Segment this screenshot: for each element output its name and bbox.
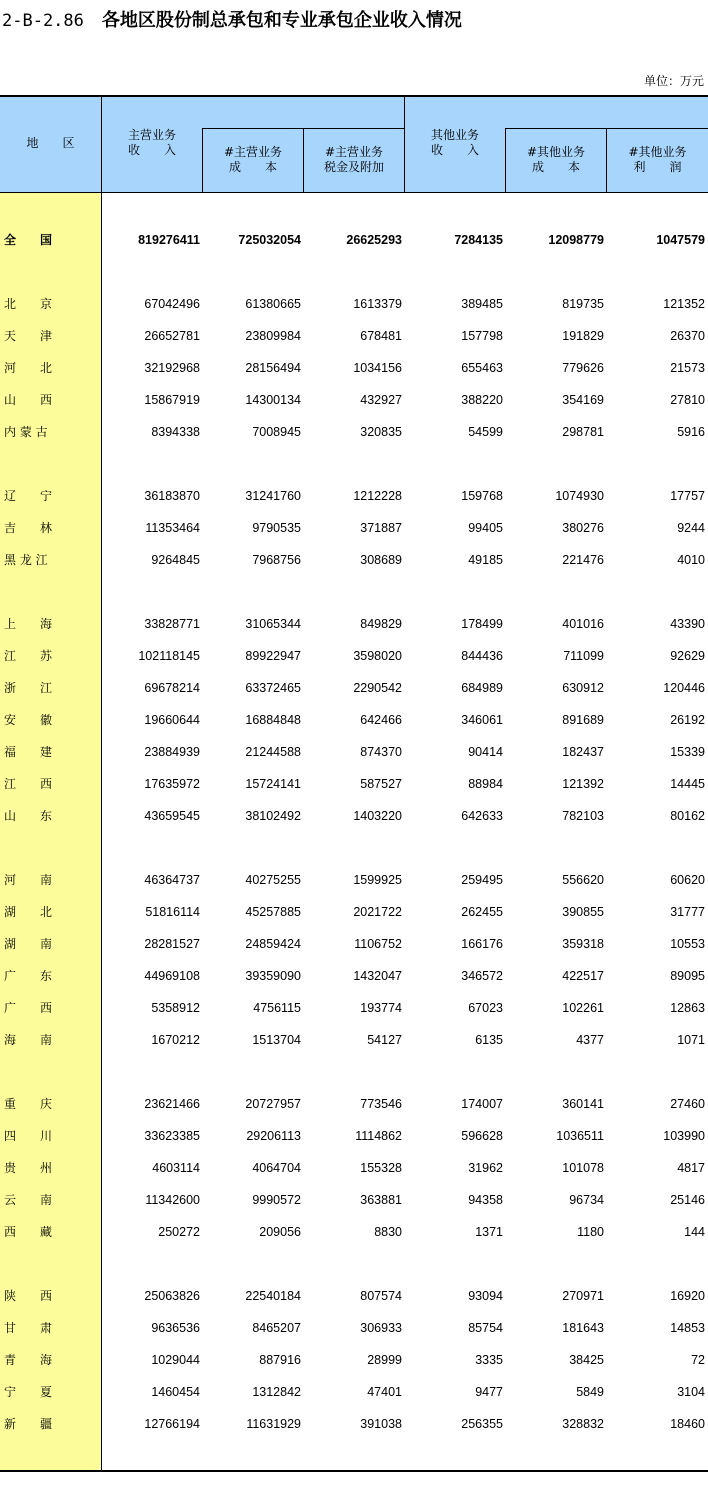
cell-value: 25063826 (144, 1289, 200, 1303)
cell-value: 1074930 (555, 489, 604, 503)
cell-value: 15339 (670, 745, 705, 759)
cell-value: 807574 (360, 1289, 402, 1303)
table-title (2, 6, 462, 32)
cell-value: 174007 (461, 1097, 503, 1111)
cell-value: 11342600 (145, 1193, 200, 1207)
table-row (0, 678, 708, 698)
cell-value: 93094 (468, 1289, 503, 1303)
cell-value: 26370 (670, 329, 705, 343)
cell-value: 96734 (569, 1193, 604, 1207)
cell-value: 89922947 (245, 649, 301, 663)
header-rule (0, 192, 708, 193)
cell-value: 17635972 (144, 777, 200, 791)
cell-value: 61380665 (245, 297, 301, 311)
cell-value: 15867919 (144, 393, 200, 407)
cell-value: 8465207 (252, 1321, 301, 1335)
table-row (0, 1318, 708, 1338)
cell-value: 1599925 (353, 873, 402, 887)
cell-value: 328832 (562, 1417, 604, 1431)
cell-value: 23621466 (144, 1097, 200, 1111)
cell-value: 16884848 (245, 713, 301, 727)
region-name: 重 庆 (4, 1097, 53, 1111)
header-region: 地 区 (26, 136, 75, 150)
cell-value: 45257885 (245, 905, 301, 919)
cell-value: 874370 (360, 745, 402, 759)
cell-value: 259495 (461, 873, 503, 887)
cell-value: 596628 (461, 1129, 503, 1143)
cell-value: 1460454 (151, 1385, 200, 1399)
table-row (0, 1414, 708, 1434)
header-other-profit: #其他业务 利 润 (628, 145, 687, 174)
cell-value: 67023 (468, 1001, 503, 1015)
cell-value: 3104 (677, 1385, 705, 1399)
cell-value: 1432047 (353, 969, 402, 983)
cell-value: 21573 (670, 361, 705, 375)
cell-value: 7008945 (252, 425, 301, 439)
cell-value: 363881 (360, 1193, 402, 1207)
cell-value: 8394338 (151, 425, 200, 439)
cell-value: 4603114 (152, 1161, 200, 1175)
table-row (0, 710, 708, 730)
cell-value: 380276 (562, 521, 604, 535)
cell-value: 360141 (562, 1097, 604, 1111)
cell-value: 844436 (461, 649, 503, 663)
cell-value: 85754 (468, 1321, 503, 1335)
cell-value: 256355 (461, 1417, 503, 1431)
region-name: 全 国 (4, 233, 53, 247)
cell-value: 711099 (563, 649, 604, 663)
table-row (0, 742, 708, 762)
cell-value: 27810 (670, 393, 705, 407)
cell-value: 849829 (360, 617, 402, 631)
region-name: 广 东 (4, 969, 53, 983)
region-name: 四 川 (4, 1129, 53, 1143)
region-name: 内 蒙 古 (4, 425, 48, 439)
cell-value: 14445 (670, 777, 705, 791)
cell-value: 1212228 (353, 489, 402, 503)
region-name: 山 西 (4, 393, 53, 407)
cell-value: 1029044 (151, 1353, 200, 1367)
cell-value: 157798 (461, 329, 503, 343)
region-name: 黑 龙 江 (4, 553, 48, 567)
cell-value: 99405 (468, 521, 503, 535)
cell-value: 5849 (576, 1385, 604, 1399)
table-name: 各地区股份制总承包和专业承包企业收入情况 (101, 10, 462, 31)
cell-value: 72 (691, 1353, 705, 1367)
cell-value: 391038 (360, 1417, 402, 1431)
cell-value: 642633 (461, 809, 503, 823)
table-row (0, 1030, 708, 1050)
cell-value: 49185 (468, 553, 503, 567)
region-name: 湖 北 (4, 905, 53, 919)
cell-value: 270971 (562, 1289, 604, 1303)
region-name: 新 疆 (4, 1417, 53, 1431)
region-name: 浙 江 (4, 681, 53, 695)
cell-value: 23884939 (144, 745, 200, 759)
cell-value: 346572 (461, 969, 503, 983)
cell-value: 432927 (360, 393, 402, 407)
cell-value: 166176 (461, 937, 503, 951)
cell-value: 5916 (677, 425, 705, 439)
cell-value: 121392 (562, 777, 604, 791)
cell-value: 16920 (670, 1289, 705, 1303)
cell-value: 102118145 (138, 649, 200, 663)
cell-value: 89095 (670, 969, 705, 983)
cell-value: 51816114 (145, 905, 200, 919)
cell-value: 4064704 (252, 1161, 301, 1175)
cell-value: 26625293 (346, 233, 402, 247)
cell-value: 819735 (562, 297, 604, 311)
cell-value: 18460 (670, 1417, 705, 1431)
cell-value: 38102492 (245, 809, 301, 823)
region-name: 吉 林 (4, 521, 53, 535)
cell-value: 32192968 (144, 361, 200, 375)
region-name: 山 东 (4, 809, 53, 823)
cell-value: 36183870 (144, 489, 200, 503)
table-row (0, 934, 708, 954)
cell-value: 9264845 (151, 553, 200, 567)
cell-value: 1036511 (556, 1129, 604, 1143)
cell-value: 28999 (367, 1353, 402, 1367)
cell-value: 28156494 (245, 361, 301, 375)
table-row (0, 390, 708, 410)
table-row (0, 294, 708, 314)
cell-value: 354169 (562, 393, 604, 407)
cell-value: 308689 (360, 553, 402, 567)
table-row (0, 422, 708, 442)
region-name: 湖 南 (4, 937, 53, 951)
cell-value: 27460 (670, 1097, 705, 1111)
cell-value: 298781 (562, 425, 604, 439)
cell-value: 29206113 (246, 1129, 301, 1143)
cell-value: 6135 (475, 1033, 503, 1047)
cell-value: 7968756 (252, 553, 301, 567)
region-name: 广 西 (4, 1001, 53, 1015)
cell-value: 121352 (663, 297, 705, 311)
cell-value: 90414 (468, 745, 503, 759)
cell-value: 19660644 (144, 713, 200, 727)
table-row (0, 358, 708, 378)
region-name: 河 北 (4, 361, 53, 375)
cell-value: 250272 (158, 1225, 200, 1239)
region-name: 陕 西 (4, 1289, 53, 1303)
cell-value: 359318 (562, 937, 604, 951)
cell-value: 88984 (468, 777, 503, 791)
cell-value: 4010 (677, 553, 705, 567)
cell-value: 371887 (360, 521, 402, 535)
cell-value: 556620 (562, 873, 604, 887)
header-main-tax: #主营业务 税金及附加 (323, 145, 384, 174)
cell-value: 7284135 (454, 233, 503, 247)
cell-value: 39359090 (245, 969, 301, 983)
cell-value: 94358 (468, 1193, 503, 1207)
unit-label: 单位：万元 (643, 74, 704, 88)
table-row (0, 774, 708, 794)
table-row (0, 1094, 708, 1114)
cell-value: 101078 (562, 1161, 604, 1175)
cell-value: 14853 (670, 1321, 705, 1335)
cell-value: 1613379 (353, 297, 402, 311)
cell-value: 630912 (562, 681, 604, 695)
cell-value: 4377 (576, 1033, 604, 1047)
cell-value: 12863 (670, 1001, 705, 1015)
table-row (0, 998, 708, 1018)
cell-value: 10553 (670, 937, 705, 951)
region-name: 江 西 (4, 777, 53, 791)
cell-value: 21244588 (245, 745, 301, 759)
region-name: 甘 肃 (4, 1321, 53, 1335)
cell-value: 4756115 (253, 1001, 301, 1015)
region-name: 河 南 (4, 873, 53, 887)
cell-value: 69678214 (144, 681, 200, 695)
table-row (0, 646, 708, 666)
cell-value: 181643 (562, 1321, 604, 1335)
table-row (0, 902, 708, 922)
cell-value: 155328 (360, 1161, 402, 1175)
cell-value: 782103 (562, 809, 604, 823)
cell-value: 1371 (475, 1225, 503, 1239)
table-row (0, 1350, 708, 1370)
cell-value: 725032054 (238, 233, 301, 247)
cell-value: 17757 (670, 489, 705, 503)
region-name: 北 京 (4, 297, 53, 311)
table-code: 2-B-2.86 (2, 11, 84, 31)
region-name: 天 津 (4, 329, 53, 343)
table-row (0, 614, 708, 634)
cell-value: 1106752 (354, 937, 402, 951)
region-column-background (0, 193, 101, 1470)
region-name: 云 南 (4, 1193, 53, 1207)
cell-value: 92629 (670, 649, 705, 663)
region-name: 宁 夏 (4, 1385, 53, 1399)
cell-value: 887916 (259, 1353, 301, 1367)
cell-value: 1312842 (252, 1385, 301, 1399)
cell-value: 390855 (562, 905, 604, 919)
cell-value: 26652781 (144, 329, 200, 343)
cell-value: 20727957 (245, 1097, 301, 1111)
region-name: 西 藏 (4, 1225, 53, 1239)
region-name: 海 南 (4, 1033, 53, 1047)
table-row (0, 326, 708, 346)
cell-value: 9990572 (252, 1193, 301, 1207)
cell-value: 3598020 (353, 649, 402, 663)
cell-value: 819276411 (138, 233, 200, 247)
cell-value: 221476 (562, 553, 604, 567)
header-other-revenue: 其他业务 收 入 (430, 128, 479, 157)
table-row (0, 1222, 708, 1242)
cell-value: 1180 (577, 1225, 604, 1239)
cell-value: 678481 (360, 329, 402, 343)
cell-value: 54599 (468, 425, 503, 439)
cell-value: 67042496 (144, 297, 200, 311)
table-row (0, 518, 708, 538)
cell-value: 655463 (461, 361, 503, 375)
header-main-revenue: 主营业务 收 入 (127, 128, 176, 157)
cell-value: 320835 (360, 425, 402, 439)
table-row (0, 1158, 708, 1178)
top-rule (0, 95, 708, 97)
region-name: 福 建 (4, 745, 53, 759)
cell-value: 587527 (360, 777, 402, 791)
region-name: 上 海 (4, 617, 53, 631)
bottom-rule (0, 1470, 708, 1472)
cell-value: 9477 (475, 1385, 503, 1399)
cell-value: 103990 (663, 1129, 705, 1143)
cell-value: 178499 (461, 617, 503, 631)
cell-value: 80162 (670, 809, 705, 823)
cell-value: 389485 (461, 297, 503, 311)
cell-value: 31777 (670, 905, 705, 919)
cell-value: 28281527 (144, 937, 200, 951)
table-row-total (0, 230, 708, 250)
cell-value: 779626 (562, 361, 604, 375)
cell-value: 773546 (360, 1097, 402, 1111)
cell-value: 26192 (670, 713, 705, 727)
cell-value: 159768 (461, 489, 503, 503)
cell-value: 642466 (360, 713, 402, 727)
header-other-cost: #其他业务 成 本 (526, 145, 586, 174)
table-row (0, 1286, 708, 1306)
table-row (0, 806, 708, 826)
cell-value: 401016 (562, 617, 604, 631)
cell-value: 1670212 (151, 1033, 200, 1047)
cell-value: 144 (684, 1225, 705, 1239)
cell-value: 5358912 (151, 1001, 200, 1015)
region-name: 安 徽 (4, 713, 53, 727)
cell-value: 12098779 (548, 233, 604, 247)
cell-value: 22540184 (245, 1289, 301, 1303)
cell-value: 262455 (461, 905, 503, 919)
cell-value: 31241760 (245, 489, 301, 503)
cell-value: 182437 (562, 745, 604, 759)
region-name: 贵 州 (4, 1161, 53, 1175)
table-row (0, 1126, 708, 1146)
cell-value: 33623385 (144, 1129, 200, 1143)
cell-value: 1071 (677, 1033, 705, 1047)
cell-value: 31065344 (245, 617, 301, 631)
cell-value: 120446 (663, 681, 705, 695)
cell-value: 9244 (677, 521, 705, 535)
cell-value: 8830 (374, 1225, 402, 1239)
cell-value: 3335 (475, 1353, 503, 1367)
cell-value: 12766194 (144, 1417, 200, 1431)
table-row (0, 1382, 708, 1402)
region-name: 江 苏 (4, 649, 53, 663)
cell-value: 306933 (360, 1321, 402, 1335)
table-row (0, 550, 708, 570)
header-main-cost: #主营业务 成 本 (223, 145, 283, 174)
region-name: 青 海 (4, 1353, 53, 1367)
cell-value: 1034156 (353, 361, 402, 375)
cell-value: 25146 (670, 1193, 705, 1207)
cell-value: 14300134 (245, 393, 301, 407)
cell-value: 102261 (562, 1001, 604, 1015)
cell-value: 2290542 (353, 681, 402, 695)
cell-value: 422517 (562, 969, 604, 983)
cell-value: 38425 (569, 1353, 604, 1367)
cell-value: 209056 (259, 1225, 301, 1239)
cell-value: 33828771 (144, 617, 200, 631)
cell-value: 191829 (562, 329, 604, 343)
region-name: 辽 宁 (4, 489, 53, 503)
cell-value: 40275255 (245, 873, 301, 887)
cell-value: 60620 (670, 873, 705, 887)
cell-value: 31962 (468, 1161, 503, 1175)
table-row (0, 870, 708, 890)
cell-value: 388220 (461, 393, 503, 407)
cell-value: 4817 (677, 1161, 705, 1175)
cell-value: 54127 (367, 1033, 402, 1047)
cell-value: 1047579 (656, 233, 705, 247)
cell-value: 1114862 (355, 1129, 402, 1143)
cell-value: 11631929 (246, 1417, 301, 1431)
cell-value: 1403220 (353, 809, 402, 823)
cell-value: 47401 (367, 1385, 402, 1399)
cell-value: 346061 (461, 713, 503, 727)
cell-value: 891689 (562, 713, 604, 727)
cell-value: 9790535 (252, 521, 301, 535)
cell-value: 46364737 (144, 873, 200, 887)
cell-value: 193774 (360, 1001, 402, 1015)
table-row (0, 966, 708, 986)
table-row (0, 1190, 708, 1210)
cell-value: 11353464 (145, 521, 200, 535)
cell-value: 9636536 (151, 1321, 200, 1335)
cell-value: 44969108 (144, 969, 200, 983)
cell-value: 1513704 (252, 1033, 301, 1047)
cell-value: 63372465 (245, 681, 301, 695)
cell-value: 43659545 (144, 809, 200, 823)
table-row (0, 486, 708, 506)
cell-value: 15724141 (245, 777, 301, 791)
cell-value: 24859424 (245, 937, 301, 951)
cell-value: 23809984 (245, 329, 301, 343)
cell-value: 43390 (670, 617, 705, 631)
cell-value: 684989 (461, 681, 503, 695)
cell-value: 2021722 (353, 905, 402, 919)
